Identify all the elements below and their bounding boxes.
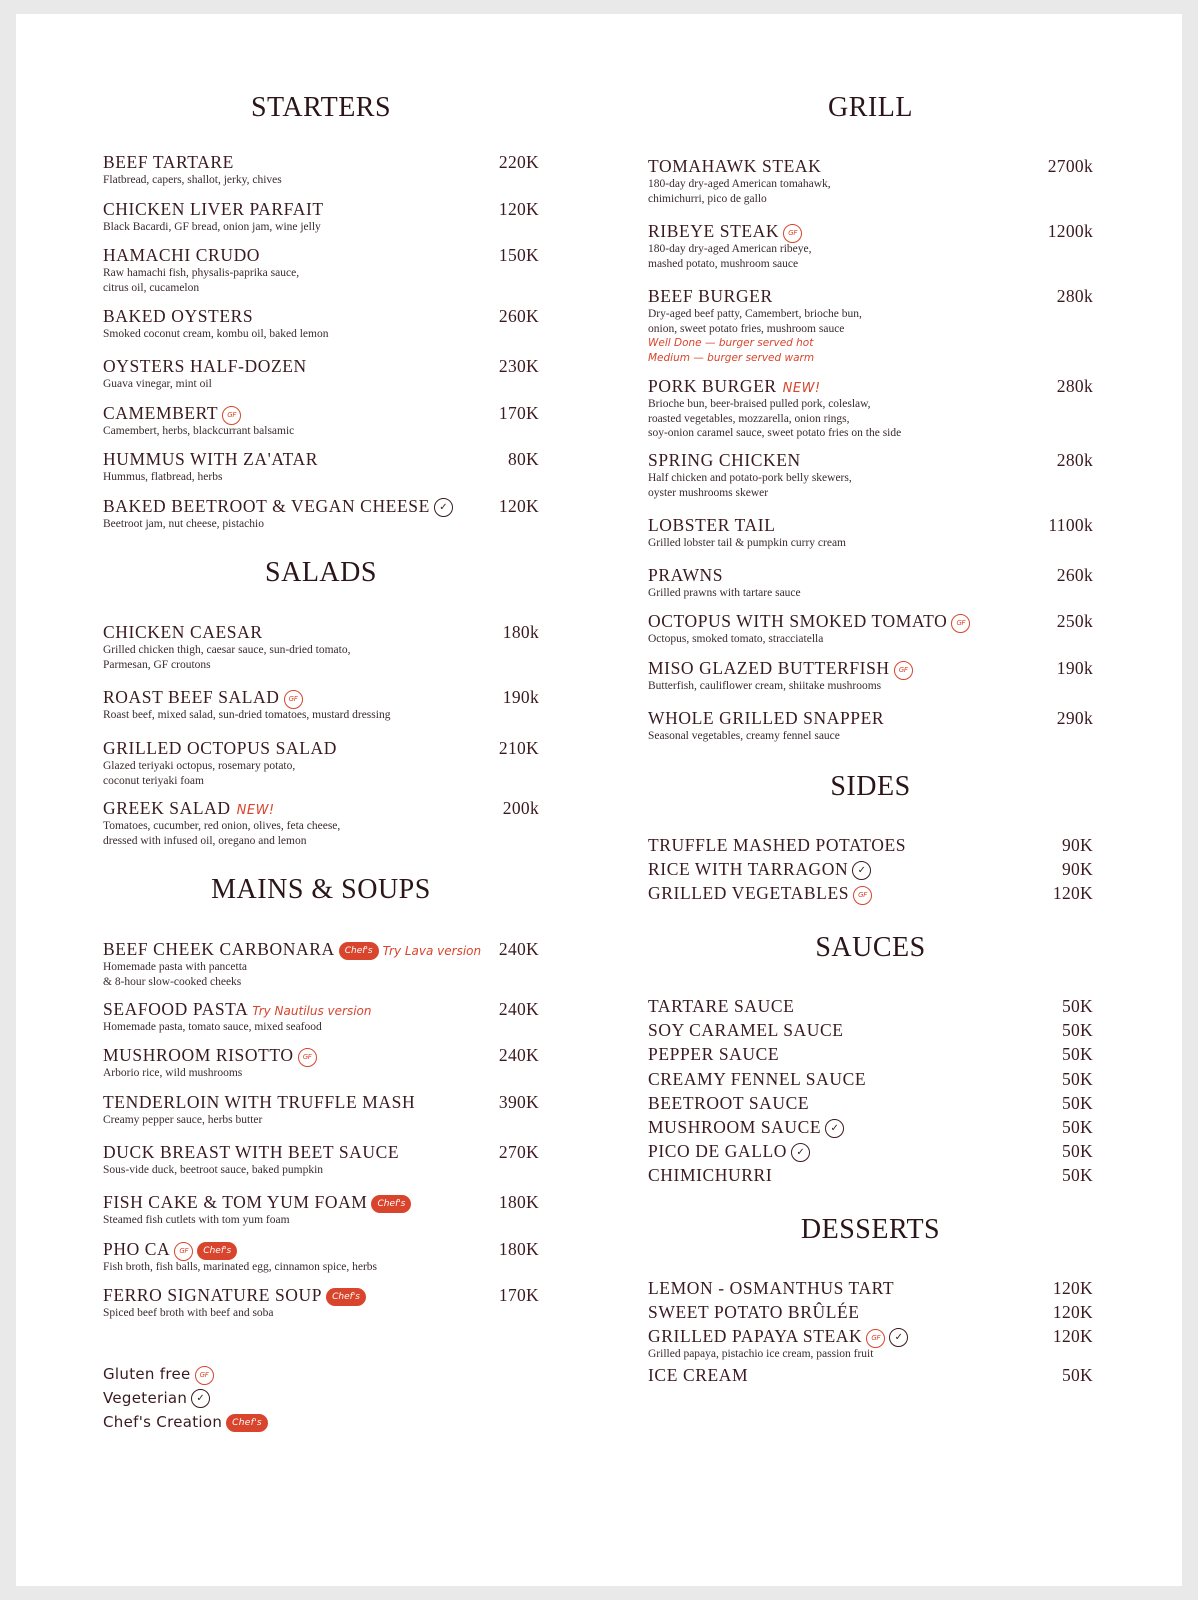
item-name: PICO DE GALLO xyxy=(648,1141,788,1161)
item-price: 120K xyxy=(498,496,539,516)
item-description: Grilled papaya, pistachio ice cream, passion fruit xyxy=(648,1348,874,1360)
item-description: Arborio rice, wild mushrooms xyxy=(103,1067,243,1079)
try-version-note: Try Lava version xyxy=(382,944,482,958)
item-name: CHICKEN LIVER PARFAIT xyxy=(103,199,324,219)
menu-item xyxy=(648,1278,1093,1302)
menu-item xyxy=(648,1302,1093,1326)
vegetarian-icon: ✓ xyxy=(434,498,453,517)
item-name: TENDERLOIN WITH TRUFFLE MASH xyxy=(103,1092,416,1112)
item-price: 250k xyxy=(1056,611,1093,631)
item-name: BEEF BURGER xyxy=(648,286,773,306)
item-name: WHOLE GRILLED SNAPPER xyxy=(648,708,885,728)
item-name: BEEF CHEEK CARBONARA xyxy=(103,939,335,959)
item-name: SPRING CHICKEN xyxy=(648,450,801,470)
menu-item xyxy=(103,496,539,532)
item-price: 280k xyxy=(1056,286,1093,306)
item-description: Sous-vide duck, beetroot sauce, baked pumpkin xyxy=(103,1164,324,1176)
item-description: Guava vinegar, mint oil xyxy=(103,378,212,390)
item-name: CHICKEN CAESAR xyxy=(103,622,263,642)
item-price: 90K xyxy=(1061,835,1093,855)
menu-item xyxy=(103,449,539,485)
item-description: Smoked coconut cream, kombu oil, baked lemon xyxy=(103,328,329,340)
item-price: 120K xyxy=(1052,1278,1093,1298)
vegetarian-icon: ✓ xyxy=(889,1328,908,1347)
item-price: 280k xyxy=(1056,376,1093,396)
item-description: 180-day dry-aged American tomahawk, chimichurri, pico de gallo xyxy=(648,178,831,205)
menu-item xyxy=(103,798,539,848)
item-price: 50K xyxy=(1061,996,1093,1016)
item-description: Hummus, flatbread, herbs xyxy=(103,471,223,483)
item-description: Tomatoes, cucumber, red onion, olives, feta cheese, dressed with infused oil, oregano and lemon xyxy=(103,820,341,847)
item-name: GRILLED PAPAYA STEAK xyxy=(648,1326,863,1346)
item-name: BEETROOT SAUCE xyxy=(648,1093,810,1113)
item-price: 270K xyxy=(498,1142,539,1162)
item-price: 50K xyxy=(1061,1069,1093,1089)
item-description: Seasonal vegetables, creamy fennel sauce xyxy=(648,730,840,742)
menu-item xyxy=(103,999,539,1035)
item-price: 220K xyxy=(498,152,539,172)
gluten-free-icon: GF xyxy=(298,1048,317,1067)
item-name: LOBSTER TAIL xyxy=(648,515,776,535)
item-price: 170K xyxy=(498,403,539,423)
item-name: GRILLED OCTOPUS SALAD xyxy=(103,738,337,758)
menu-item xyxy=(648,1365,1093,1389)
item-price: 260K xyxy=(498,306,539,326)
item-price: 50K xyxy=(1061,1020,1093,1040)
legend xyxy=(103,1365,268,1437)
item-price: 120K xyxy=(1052,1326,1093,1346)
item-price: 150K xyxy=(498,245,539,265)
item-price: 50K xyxy=(1061,1165,1093,1185)
item-name: GREEK SALAD xyxy=(103,798,231,818)
item-name: GRILLED VEGETABLES xyxy=(648,883,850,903)
item-name: OYSTERS HALF-DOZEN xyxy=(103,356,307,376)
menu-item xyxy=(648,1165,1093,1189)
item-price: 80K xyxy=(507,449,539,469)
item-description: Half chicken and potato-pork belly skewers, oyster mushrooms skewer xyxy=(648,472,852,499)
section-title-desserts: DESSERTS xyxy=(800,1214,941,1245)
vegetarian-icon: ✓ xyxy=(852,861,871,880)
item-description: Camembert, herbs, blackcurrant balsamic xyxy=(103,425,295,437)
item-name: TRUFFLE MASHED POTATOES xyxy=(648,835,907,855)
section-title-grill: GRILL xyxy=(828,92,913,123)
chefs-creation-icon: Chef's xyxy=(339,942,379,960)
item-price: 210K xyxy=(498,738,539,758)
legend-label: Gluten free xyxy=(103,1365,191,1383)
item-name: TOMAHAWK STEAK xyxy=(648,156,822,176)
menu-item xyxy=(103,738,539,788)
menu-item xyxy=(103,687,539,723)
item-price: 1100k xyxy=(1048,515,1093,535)
menu-item xyxy=(103,1092,539,1128)
menu-item xyxy=(648,835,1093,859)
item-description: Steamed fish cutlets with tom yum foam xyxy=(103,1214,290,1226)
section-title-starters: STARTERS xyxy=(250,92,392,123)
menu-item xyxy=(648,658,1093,694)
gluten-free-icon: GF xyxy=(222,406,241,425)
item-price: 190k xyxy=(1056,658,1093,678)
chefs-creation-icon: Chef's xyxy=(226,1414,268,1432)
item-description: Beetroot jam, nut cheese, pistachio xyxy=(103,518,264,530)
menu-item xyxy=(648,883,1093,907)
gluten-free-icon: GF xyxy=(284,690,303,709)
menu-item xyxy=(648,450,1093,500)
item-description: 180-day dry-aged American ribeye, mashed potato, mushroom sauce xyxy=(648,243,812,270)
item-description: Grilled prawns with tartare sauce xyxy=(648,587,801,599)
item-name: HAMACHI CRUDO xyxy=(103,245,261,265)
menu-item xyxy=(103,1192,539,1228)
item-name: SWEET POTATO BRÛLÉE xyxy=(648,1302,860,1322)
item-description: Creamy pepper sauce, herbs butter xyxy=(103,1114,263,1126)
menu-item xyxy=(648,1141,1093,1165)
item-description: Fish broth, fish balls, marinated egg, cinnamon spice, herbs xyxy=(103,1261,378,1273)
chefs-creation-icon: Chef's xyxy=(326,1288,366,1306)
item-price: 180K xyxy=(498,1239,539,1259)
item-description: Glazed teriyaki octopus, rosemary potato, coconut teriyaki foam xyxy=(103,760,296,787)
menu-item xyxy=(648,156,1093,206)
menu-item xyxy=(103,622,539,672)
menu-item xyxy=(103,306,539,342)
item-price: 240K xyxy=(498,999,539,1019)
section-title-sauces: SAUCES xyxy=(815,932,926,963)
item-price: 190k xyxy=(502,687,539,707)
item-name: PORK BURGER xyxy=(648,376,777,396)
legend-gluten-free xyxy=(103,1365,268,1389)
item-price: 390K xyxy=(498,1092,539,1112)
menu-item xyxy=(648,565,1093,601)
item-price: 260k xyxy=(1056,565,1093,585)
item-price: 50K xyxy=(1061,1093,1093,1113)
section-title-sides: SIDES xyxy=(830,771,911,802)
menu-item xyxy=(103,245,539,295)
gluten-free-icon: GF xyxy=(783,224,802,243)
item-price: 120K xyxy=(1052,1302,1093,1322)
menu-item xyxy=(648,1069,1093,1093)
item-description: Dry-aged beef patty, Camembert, brioche bun, onion, sweet potato fries, mushroom sauce xyxy=(648,308,862,335)
item-description: Homemade pasta with pancetta & 8-hour slow-cooked cheeks xyxy=(103,961,248,988)
gluten-free-icon: GF xyxy=(853,886,872,905)
menu-item xyxy=(648,1117,1093,1141)
item-description: Roast beef, mixed salad, sun-dried tomatoes, mustard dressing xyxy=(103,709,391,721)
legend-label: Chef's Creation xyxy=(103,1413,223,1431)
menu-item xyxy=(648,996,1093,1020)
gluten-free-icon: GF xyxy=(894,661,913,680)
menu-item xyxy=(103,199,539,235)
menu-item xyxy=(648,1326,1093,1362)
item-description: Black Bacardi, GF bread, onion jam, wine jelly xyxy=(103,221,321,233)
item-name: BAKED OYSTERS xyxy=(103,306,254,326)
menu-item xyxy=(648,515,1093,551)
vegetarian-icon: ✓ xyxy=(825,1119,844,1138)
menu-item xyxy=(648,1093,1093,1117)
item-name: TARTARE SAUCE xyxy=(648,996,795,1016)
gluten-free-icon: GF xyxy=(195,1366,214,1385)
item-price: 180k xyxy=(502,622,539,642)
menu-item xyxy=(648,1020,1093,1044)
item-name: PHO CA xyxy=(103,1239,171,1259)
vegetarian-icon: ✓ xyxy=(791,1143,810,1162)
chefs-creation-icon: Chef's xyxy=(197,1242,237,1260)
item-price: 50K xyxy=(1061,1365,1093,1385)
item-price: 50K xyxy=(1061,1044,1093,1064)
menu-item xyxy=(103,356,539,392)
item-description: Butterfish, cauliflower cream, shiitake mushrooms xyxy=(648,680,882,692)
legend-label: Vegeterian xyxy=(103,1389,188,1407)
item-description: Homemade pasta, tomato sauce, mixed seafood xyxy=(103,1021,322,1033)
item-name: ICE CREAM xyxy=(648,1365,749,1385)
item-name: DUCK BREAST WITH BEET SAUCE xyxy=(103,1142,400,1162)
item-name: OCTOPUS WITH SMOKED TOMATO xyxy=(648,611,948,631)
vegetarian-icon: ✓ xyxy=(191,1389,210,1408)
item-name: PEPPER SAUCE xyxy=(648,1044,780,1064)
legend-chefs-creation xyxy=(103,1413,268,1437)
menu-item xyxy=(648,376,1093,441)
menu-item xyxy=(103,1045,539,1081)
item-name: MISO GLAZED BUTTERFISH xyxy=(648,658,890,678)
try-version-note: Try Nautilus version xyxy=(252,1004,372,1018)
menu-item xyxy=(648,286,1093,366)
menu-item xyxy=(103,1285,539,1321)
item-price: 90K xyxy=(1061,859,1093,879)
item-name: LEMON - OSMANTHUS TART xyxy=(648,1278,895,1298)
item-name: FERRO SIGNATURE SOUP xyxy=(103,1285,323,1305)
item-name: ROAST BEEF SALAD xyxy=(103,687,280,707)
item-name: MUSHROOM SAUCE xyxy=(648,1117,822,1137)
item-description: Raw hamachi fish, physalis-paprika sauce, citrus oil, cucamelon xyxy=(103,267,300,294)
new-tag: NEW! xyxy=(782,381,821,396)
menu-item xyxy=(103,939,539,989)
item-price: 230K xyxy=(498,356,539,376)
item-description: Flatbread, capers, shallot, jerky, chives xyxy=(103,174,282,186)
item-description: Octopus, smoked tomato, stracciatella xyxy=(648,633,824,645)
menu-item xyxy=(103,1239,539,1275)
item-name: BEEF TARTARE xyxy=(103,152,234,172)
item-price: 170K xyxy=(498,1285,539,1305)
menu-item xyxy=(648,1044,1093,1068)
item-name: MUSHROOM RISOTTO xyxy=(103,1045,294,1065)
item-price: 180K xyxy=(498,1192,539,1212)
item-price: 50K xyxy=(1061,1117,1093,1137)
item-price: 1200k xyxy=(1047,221,1093,241)
menu-item xyxy=(103,1142,539,1178)
chefs-creation-icon: Chef's xyxy=(371,1195,411,1213)
gluten-free-icon: GF xyxy=(866,1329,885,1348)
gluten-free-icon: GF xyxy=(951,614,970,633)
item-name: CREAMY FENNEL SAUCE xyxy=(648,1069,867,1089)
item-name: RICE WITH TARRAGON xyxy=(648,859,849,879)
item-price: 240K xyxy=(498,939,539,959)
item-description: Spiced beef broth with beef and soba xyxy=(103,1307,274,1319)
item-name: FISH CAKE & TOM YUM FOAM xyxy=(103,1192,368,1212)
item-price: 120K xyxy=(1052,883,1093,903)
item-description: Grilled lobster tail & pumpkin curry cream xyxy=(648,537,846,549)
menu-item xyxy=(648,221,1093,271)
item-name: RIBEYE STEAK xyxy=(648,221,780,241)
menu-item xyxy=(648,708,1093,744)
item-name: SOY CARAMEL SAUCE xyxy=(648,1020,844,1040)
legend-vegetarian xyxy=(103,1389,268,1413)
item-name: HUMMUS WITH ZA'ATAR xyxy=(103,449,319,469)
item-description: Brioche bun, beer-braised pulled pork, coleslaw, roasted vegetables, mozzarella, onion rings, soy-onion caramel sauce, sweet potato fries on the side xyxy=(648,398,902,439)
item-name: CHIMICHURRI xyxy=(648,1165,773,1185)
menu-page xyxy=(16,14,1182,1586)
section-title-mains: MAINS & SOUPS xyxy=(211,874,431,905)
burger-note-well-done: Well Done — burger served hot xyxy=(648,337,814,349)
menu-item xyxy=(648,859,1093,883)
item-name: BAKED BEETROOT & VEGAN CHEESE xyxy=(103,496,430,516)
gluten-free-icon: GF xyxy=(174,1242,193,1261)
menu-item xyxy=(648,611,1093,647)
item-price: 120K xyxy=(498,199,539,219)
menu-item xyxy=(103,403,539,439)
menu-item xyxy=(103,152,539,188)
item-price: 240K xyxy=(498,1045,539,1065)
burger-note-medium: Medium — burger served warm xyxy=(648,352,815,364)
item-price: 50K xyxy=(1061,1141,1093,1161)
item-price: 290k xyxy=(1056,708,1093,728)
item-description: Grilled chicken thigh, caesar sauce, sun-dried tomato, Parmesan, GF croutons xyxy=(103,644,351,671)
item-name: PRAWNS xyxy=(648,565,724,585)
section-title-salads: SALADS xyxy=(265,557,377,588)
new-tag: NEW! xyxy=(236,803,275,818)
item-name: CAMEMBERT xyxy=(103,403,219,423)
item-name: SEAFOOD PASTA xyxy=(103,999,249,1019)
item-price: 280k xyxy=(1056,450,1093,470)
item-price: 200k xyxy=(502,798,539,818)
item-price: 2700k xyxy=(1047,156,1093,176)
